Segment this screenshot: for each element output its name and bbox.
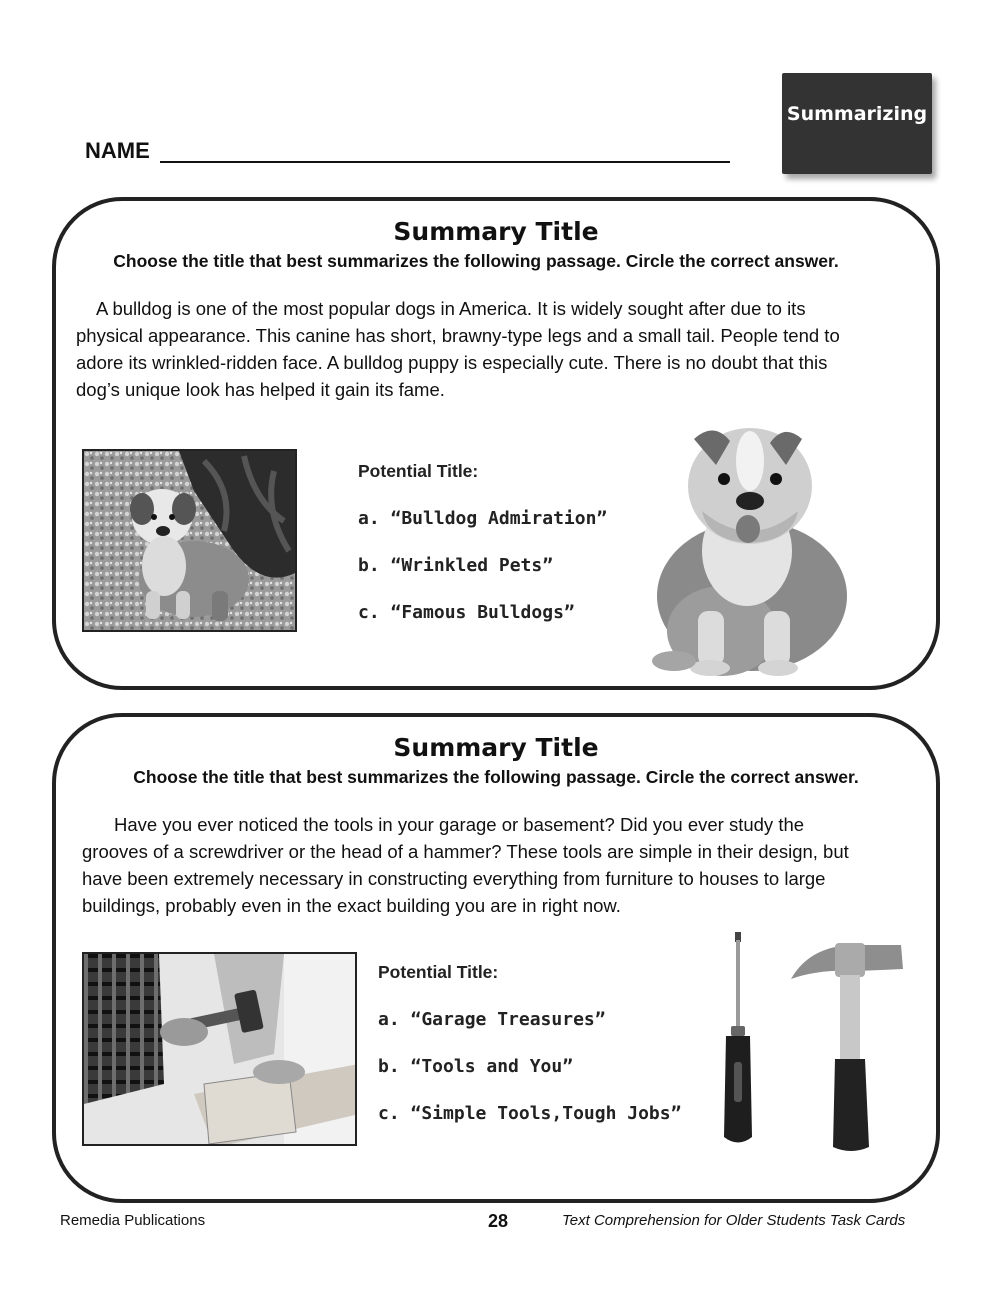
task-card-1 (52, 197, 940, 690)
answer-option-a[interactable]: a. “Garage Treasures” (378, 1009, 606, 1030)
name-line[interactable] (160, 161, 730, 163)
answer-option-b[interactable]: b. “Tools and You” (378, 1056, 574, 1077)
passage-line: buildings, probably even in the exact building you are in right now. (82, 895, 621, 916)
name-label: NAME (85, 138, 150, 163)
answer-option-c[interactable]: c. “Simple Tools,Tough Jobs” (378, 1103, 682, 1124)
topic-tab-label: Summarizing (786, 103, 928, 125)
screwdriver-image (718, 932, 758, 1152)
potential-title-label: Potential Title: (358, 461, 479, 481)
answer-option-a[interactable]: a. “Bulldog Admiration” (358, 508, 608, 529)
answer-option-c[interactable]: c. “Famous Bulldogs” (358, 602, 575, 623)
answer-option-b[interactable]: b. “Wrinkled Pets” (358, 555, 554, 576)
hammer-image (791, 939, 906, 1154)
topic-tab (782, 73, 932, 174)
passage-line: adore its wrinkled-ridden face. A bulldog puppy is especially cute. There is no doubt that this (76, 352, 828, 373)
bulldog-puppy-photo (82, 449, 297, 632)
card-title: Summary Title (393, 733, 599, 762)
passage (76, 295, 916, 403)
passage-line: physical appearance. This canine has short, brawny-type legs and a small tail. People tend to (76, 325, 840, 346)
carpenter-hammer-photo (82, 952, 357, 1146)
passage-line: A bulldog is one of the most popular dogs in America. It is widely sought after due to its (96, 298, 806, 319)
card-instruction: Choose the title that best summarizes the following passage. Circle the correct answer. (113, 251, 839, 271)
passage (82, 811, 922, 919)
page-number: 28 (488, 1211, 509, 1231)
card-instruction: Choose the title that best summarizes the following passage. Circle the correct answer. (133, 767, 859, 787)
passage-line: dog’s unique look has helped it gain its fame. (76, 379, 445, 400)
passage-line: grooves of a screwdriver or the head of a hammer? These tools are simple in their design, but (82, 841, 849, 862)
task-card-2 (52, 713, 940, 1203)
footer-publisher: Remedia Publications (60, 1212, 206, 1229)
card-title: Summary Title (393, 217, 599, 246)
potential-title-label: Potential Title: (378, 962, 499, 982)
bulldog-image (652, 421, 852, 683)
footer-book-title: Text Comprehension for Older Students Task Cards (562, 1212, 906, 1229)
passage-line: Have you ever noticed the tools in your garage or basement? Did you ever study the (114, 814, 805, 835)
passage-line: have been extremely necessary in constructing everything from furniture to houses to large (82, 868, 826, 889)
